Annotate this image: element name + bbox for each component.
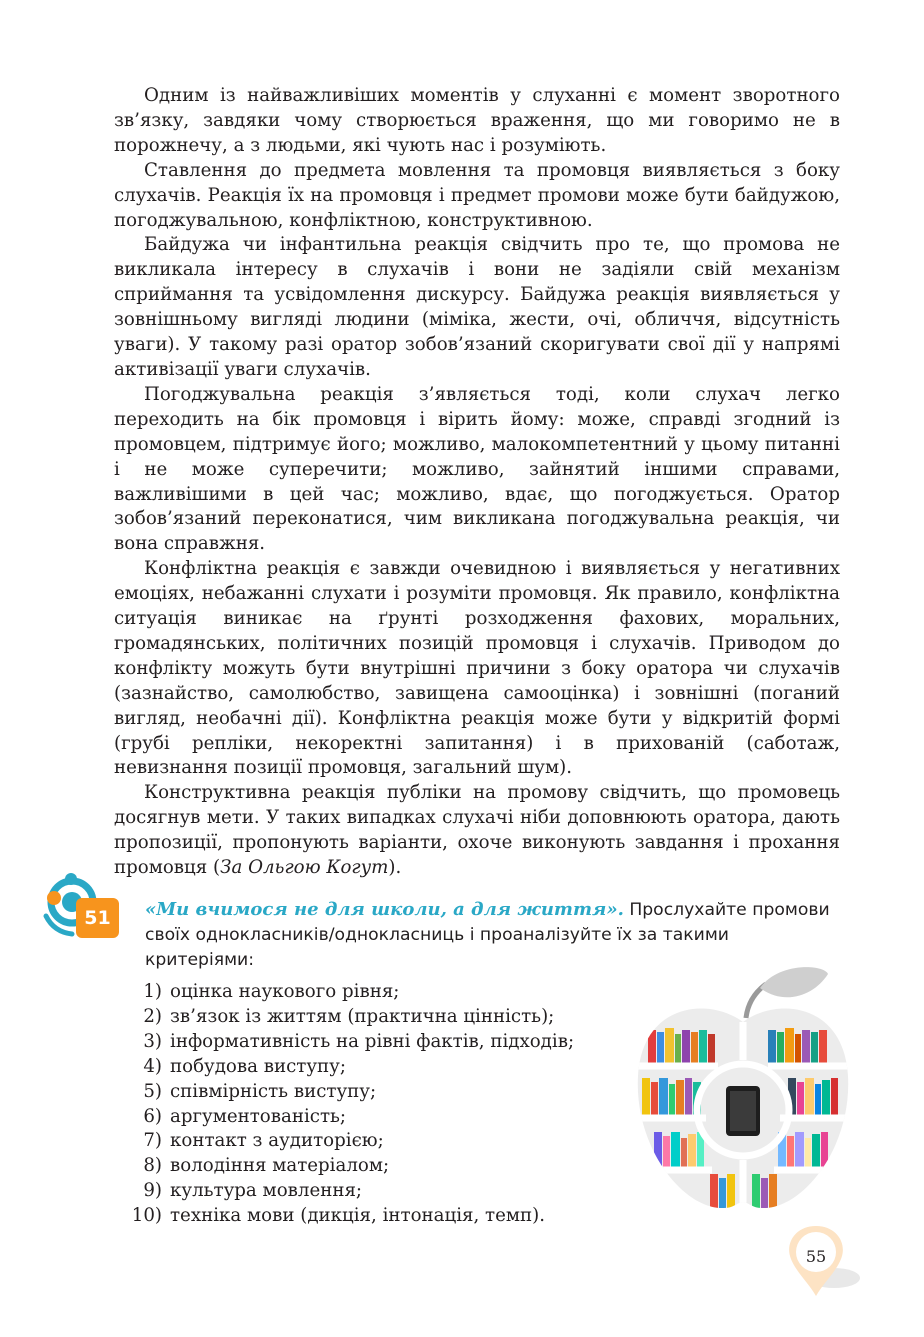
paragraph xyxy=(114,781,840,881)
paragraph: Погоджувальна реакція з’являється тоді, коли слухач легко переходить на бік промовця і вірить йому: може, справді згодний із промовцем, підтримує його; можливо, малокомпетентний у цьому питанні і не може суперечити; можливо, зайнятий іншими справами, важливішими в цей час; можливо, вдає, що погоджується. Оратор зобов’язаний переконатися, чим викликана погоджувальна реакція, чи вона справжня. xyxy=(114,383,840,555)
list-item: 2) зв’язок із життям (практична цінність); xyxy=(143,1005,555,1027)
paragraph: Одним із найважливіших моментів у слуханні є момент зворотного зв’язку, завдяки чому створюється враження, що ми говоримо не в порожнечу, а з людьми, які чують нас і розуміють. xyxy=(114,85,840,156)
page-number: 55 xyxy=(805,1246,827,1266)
paragraph-tail: ). xyxy=(388,857,402,879)
list-item: 3) інформативність на рівні фактів, підходів; xyxy=(143,1030,575,1052)
list-item: 4) побудова виступу; xyxy=(143,1055,346,1077)
exercise-number: 51 xyxy=(76,898,119,938)
paragraph: Конфліктна реакція є завжди очевидною і виявляється у негативних емоціях, небажанні слухати і розуміти промовця. Як правило, конфліктна ситуація виникає на ґрунті розходження фахових, моральних, громадянських, політичних позицій промовця і слухачів. Приводом до конфлікту можуть бути внутрішні причини з боку оратора чи слухачів (зазнайство, самолюбство, завищена самооцінка) і зовнішні (поганий вигляд, необачні дії). Конфліктна реакція може бути у відкритій формі (грубі репліки, некоректні запитання) і в прихованій (саботаж, невизнання позиції промовця, загальний шум). xyxy=(114,558,840,779)
list-item: 5) співмірність виступу; xyxy=(143,1080,377,1102)
main-text xyxy=(114,84,840,881)
list-item: 8) володіння матеріалом; xyxy=(143,1155,390,1177)
list-item: 7) контакт з аудиторією; xyxy=(143,1130,384,1152)
list-item: 10) техніка мови (дикція, інтонація, темп). xyxy=(131,1205,546,1227)
paragraph: Ставлення до предмета мовлення та промовця виявляється з боку слухачів. Реакція їх на промовця і предмет промови може бути байдужою, погоджувальною, конфліктною, конструктивною. xyxy=(114,159,840,231)
list-item: 6) аргументованість; xyxy=(143,1105,347,1127)
criteria-list xyxy=(130,980,574,1229)
exercise-motto: «Ми вчимося не для школи, а для життя». xyxy=(145,899,624,920)
list-item: 1) оцінка наукового рівня; xyxy=(143,981,400,1002)
paragraph: Байдужа чи інфантильна реакція свідчить про те, що промова не викликала інтересу в слухачів і вони не задіяли свій механізм сприймання та усвідомлення дискурсу. Байдужа реакція виявляється у зовнішньому вигляді людини (міміка, жести, очі, обличчя, відсутність уваги). У такому разі оратор зобов’язаний скоригувати свої дії у напрямі активізації уваги слухачів. xyxy=(114,234,840,380)
list-item: 9) культура мовлення; xyxy=(143,1180,363,1202)
apple-bookshelf-image xyxy=(628,960,858,1222)
paragraph-text: Конструктивна реакція публіки на промову свідчить, що промовець досягнув мети. У таких випадках слухачі ніби доповнюють оратора, дають пропозиції, пропонують варіанти, охоче виконують завдання і прохання промовця ( xyxy=(114,782,840,879)
exercise-instruction: Прослухайте промови своїх однокласників/однокласниць і проаналізуйте їх за такими критеріями: xyxy=(145,900,830,970)
source-citation: За Ольгою Когут xyxy=(220,857,389,879)
